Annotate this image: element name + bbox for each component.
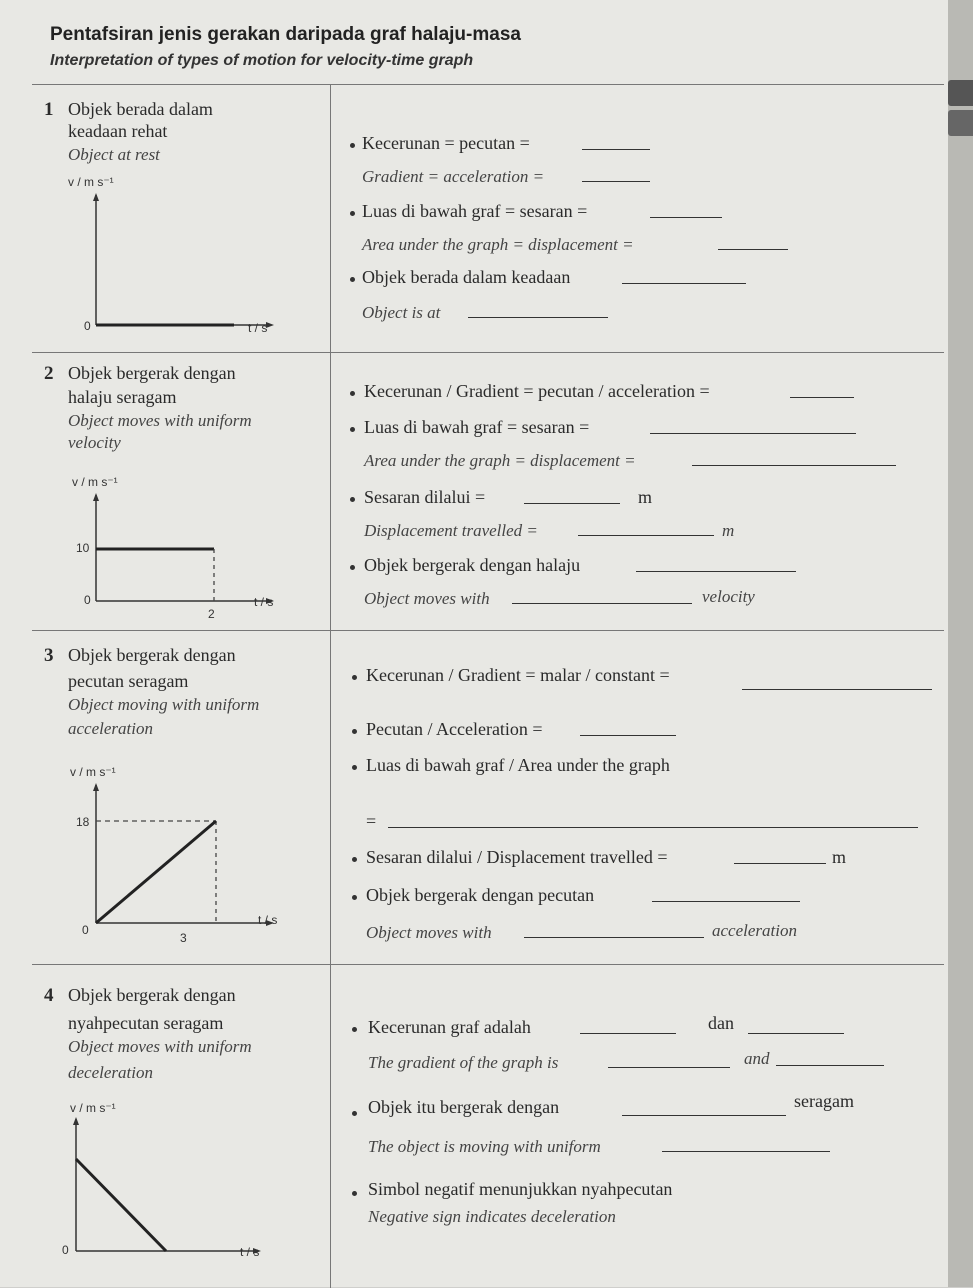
text-line: The object is moving with uniform: [368, 1137, 601, 1156]
answer-blank[interactable]: [622, 1115, 786, 1116]
bullet: [350, 427, 355, 432]
answer-blank[interactable]: [790, 397, 854, 398]
answer-blank[interactable]: [524, 937, 704, 938]
text-line: The gradient of the graph is: [368, 1053, 559, 1072]
section-3: [32, 630, 944, 965]
graph-line-increasing: [96, 821, 216, 923]
answer-blank[interactable]: [650, 433, 856, 434]
text-line: Simbol negatif menunjukkan nyahpecutan: [368, 1179, 673, 1199]
section-heading-en: acceleration: [68, 719, 153, 738]
y-axis-arrow: [93, 193, 99, 201]
section-number: 2: [44, 363, 54, 384]
section-3-right: [332, 631, 944, 965]
answer-blank[interactable]: [662, 1151, 830, 1152]
graph-xlabel: t / s: [258, 913, 278, 927]
section-2-left: [32, 353, 331, 631]
graph-xlabel: t / s: [248, 321, 268, 335]
unit-label: m: [638, 487, 653, 507]
section-number: 4: [44, 985, 54, 1006]
answer-blank[interactable]: [776, 1065, 884, 1066]
section-heading-line: halaju seragam: [68, 387, 177, 407]
y-axis-arrow: [73, 1117, 79, 1125]
section-1-right: [332, 85, 944, 353]
graph-xtick: 3: [180, 931, 187, 945]
section-4-right: [332, 965, 944, 1288]
answer-blank[interactable]: [718, 249, 788, 250]
velocity-time-graph-uniform-velocity: [82, 493, 282, 607]
text-line: =: [366, 811, 377, 831]
text-line: Sesaran dilalui =: [364, 487, 486, 507]
answer-blank[interactable]: [512, 603, 692, 604]
y-axis-arrow: [93, 493, 99, 501]
text-line: Area under the graph = displacement =: [362, 235, 634, 254]
text-line: Pecutan / Acceleration =: [366, 719, 543, 739]
section-2-right: [332, 353, 944, 631]
page-title: Pentafsiran jenis gerakan daripada graf halaju-masa: [50, 24, 521, 45]
text-line: Negative sign indicates deceleration: [368, 1207, 616, 1226]
unit-label: m: [832, 847, 847, 867]
page-tab-marker: [948, 110, 973, 136]
graph-origin: 0: [84, 319, 91, 333]
section-heading-en: Object moves with uniform: [68, 1037, 252, 1056]
text-line: Kecerunan / Gradient = malar / constant =: [366, 665, 670, 685]
graph-ytick: 18: [76, 815, 90, 829]
text-line: Kecerunan graf adalah: [368, 1017, 531, 1037]
bullet: [350, 277, 355, 282]
text-line: Objek itu bergerak dengan: [368, 1097, 560, 1117]
bullet: [352, 1027, 357, 1032]
y-axis-arrow: [93, 783, 99, 791]
section-heading-line: Objek berada dalam: [68, 99, 213, 119]
section-4-left: [32, 965, 331, 1288]
graph-ylabel: v / m s⁻¹: [72, 475, 118, 489]
unit-label: acceleration: [712, 921, 797, 940]
section-1-left: [32, 85, 331, 353]
answer-blank[interactable]: [650, 217, 722, 218]
unit-label: velocity: [702, 587, 755, 606]
answer-blank[interactable]: [652, 901, 800, 902]
text-line: Gradient = acceleration =: [362, 167, 545, 186]
graph-ylabel: v / m s⁻¹: [68, 175, 114, 189]
answer-blank[interactable]: [388, 827, 918, 828]
text-line: Object is at: [362, 303, 441, 322]
section-heading-line: keadaan rehat: [68, 121, 168, 141]
text-line: Displacement travelled =: [364, 521, 538, 540]
bullet: [350, 565, 355, 570]
section-heading-en: Object at rest: [68, 145, 160, 164]
graph-origin: 0: [84, 593, 91, 607]
text-line: Kecerunan = pecutan =: [362, 133, 530, 153]
answer-blank[interactable]: [582, 149, 650, 150]
text-line: Objek bergerak dengan pecutan: [366, 885, 595, 905]
page-tab-marker: [948, 80, 973, 106]
answer-blank[interactable]: [734, 863, 826, 864]
answer-blank[interactable]: [468, 317, 608, 318]
bullet: [352, 765, 357, 770]
section-1: [32, 84, 944, 353]
velocity-time-graph-rest: [82, 193, 282, 333]
section-heading-line: nyahpecutan seragam: [68, 1013, 224, 1033]
graph-ylabel: v / m s⁻¹: [70, 765, 116, 779]
graph-origin: 0: [82, 923, 89, 937]
section-heading-en: deceleration: [68, 1063, 153, 1082]
answer-blank[interactable]: [622, 283, 746, 284]
section-number: 1: [44, 99, 54, 120]
section-heading-en: velocity: [68, 433, 121, 452]
conjunction: and: [744, 1049, 770, 1068]
bullet: [350, 391, 355, 396]
section-2: [32, 352, 944, 631]
graph-line-decreasing: [76, 1159, 166, 1251]
text-line: Objek bergerak dengan halaju: [364, 555, 581, 575]
bullet: [350, 497, 355, 502]
text-line: Area under the graph = displacement =: [364, 451, 636, 470]
text-line: Luas di bawah graf = sesaran =: [364, 417, 590, 437]
answer-blank[interactable]: [748, 1033, 844, 1034]
text-line: Luas di bawah graf / Area under the graph: [366, 755, 670, 775]
answer-blank[interactable]: [636, 571, 796, 572]
section-heading-en: Object moves with uniform: [68, 411, 252, 430]
text-line: Object moves with: [366, 923, 492, 942]
velocity-time-graph-deceleration: [62, 1117, 272, 1257]
bullet: [352, 729, 357, 734]
bullet: [352, 1111, 357, 1116]
graph-xlabel: t / s: [240, 1245, 260, 1259]
page-subtitle: Interpretation of types of motion for velocity-time graph: [50, 52, 474, 69]
answer-blank[interactable]: [608, 1067, 730, 1068]
graph-ytick: 10: [76, 541, 90, 555]
adjacent-page-edge: [948, 0, 973, 1287]
section-3-left: [32, 631, 331, 965]
text-line: Kecerunan / Gradient = pecutan / acceleration =: [364, 381, 710, 401]
text-line: Object moves with: [364, 589, 490, 608]
text-line: Luas di bawah graf = sesaran =: [362, 201, 588, 221]
answer-blank[interactable]: [582, 181, 650, 182]
text-line: Sesaran dilalui / Displacement travelled =: [366, 847, 668, 867]
answer-blank[interactable]: [524, 503, 620, 504]
unit-label: seragam: [794, 1091, 854, 1111]
bullet: [352, 895, 357, 900]
answer-blank[interactable]: [580, 735, 676, 736]
text-line: Objek berada dalam keadaan: [362, 267, 571, 287]
section-heading-line: Objek bergerak dengan: [68, 645, 236, 665]
section-heading-line: Objek bergerak dengan: [68, 363, 236, 383]
graph-ylabel: v / m s⁻¹: [70, 1101, 116, 1115]
answer-blank[interactable]: [692, 465, 896, 466]
section-number: 3: [44, 645, 54, 666]
answer-blank[interactable]: [580, 1033, 676, 1034]
section-heading-line: Objek bergerak dengan: [68, 985, 236, 1005]
graph-3-svg: [82, 783, 282, 931]
bullet: [352, 857, 357, 862]
bullet: [352, 1191, 357, 1196]
section-heading-line: pecutan seragam: [68, 671, 189, 691]
graph-origin: 0: [62, 1243, 69, 1257]
velocity-time-graph-acceleration: [82, 783, 282, 931]
bullet: [350, 211, 355, 216]
conjunction: dan: [708, 1013, 734, 1033]
unit-label: m: [722, 521, 735, 540]
section-4: [32, 964, 944, 1288]
answer-blank[interactable]: [578, 535, 714, 536]
section-heading-en: Object moving with uniform: [68, 695, 260, 714]
graph-xlabel: t / s: [254, 595, 274, 609]
bullet: [352, 675, 357, 680]
graph-xtick: 2: [208, 607, 215, 621]
bullet: [350, 143, 355, 148]
answer-blank[interactable]: [742, 689, 932, 690]
